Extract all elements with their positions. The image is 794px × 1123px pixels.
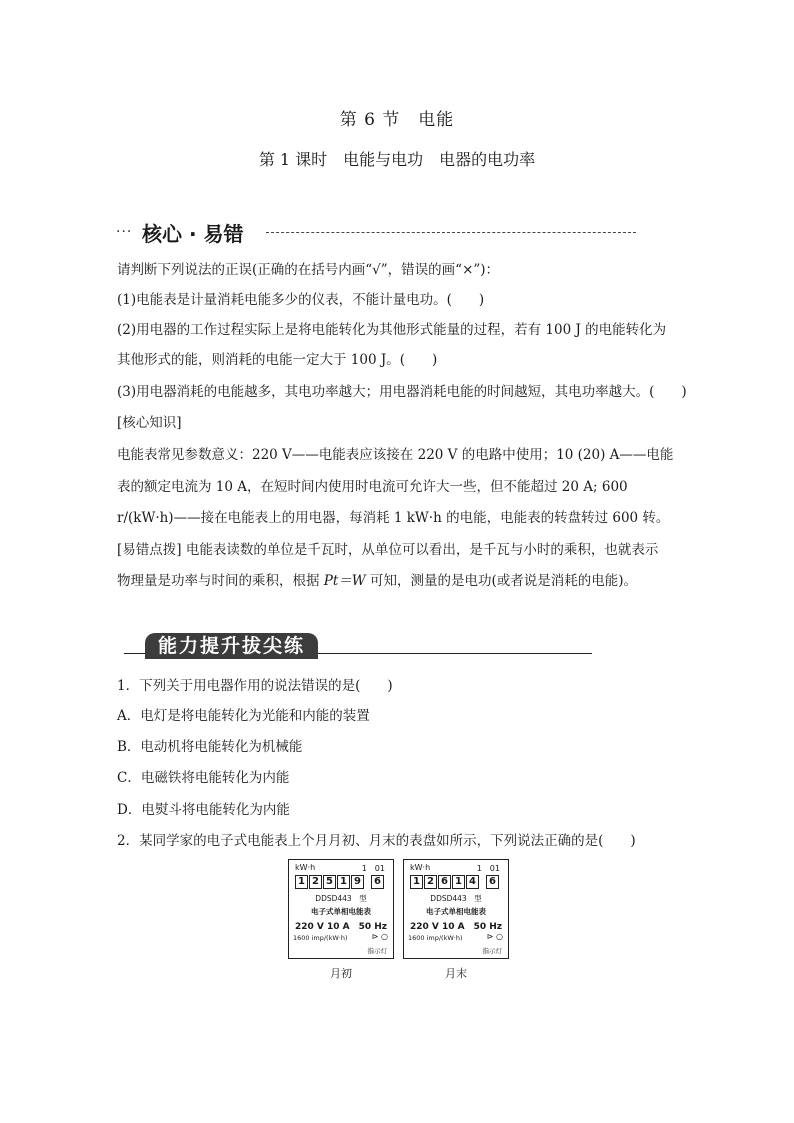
statement-3: (3)用电器消耗的电能越多，其电功率越大；用电器消耗电能的时间越短，其电功率越大。( ) — [117, 384, 687, 400]
meter-digit: 1 — [337, 875, 350, 889]
meter-end-of-month — [403, 859, 509, 959]
section-heading: 核心 · 易错 — [142, 222, 244, 246]
question-1-stem: 1．下列关于用电器作用的说法错误的是( ) — [117, 678, 393, 694]
knowledge-line-1: 电能表常见参数意义：220 V——电能表应该接在 220 V 的电路中使用；10 (20) A——电能 — [117, 447, 674, 463]
question-1-option-c: C．电磁铁将电能转化为内能 — [117, 770, 290, 786]
section-core-errors-header — [116, 218, 636, 244]
indicator-symbol-icon: ⊳ ○ — [486, 932, 503, 941]
knowledge-line-2: 表的额定电流为 10 A，在短时间内使用时电流可允许大一些，但不能超过 20 A; 600 — [117, 479, 628, 495]
statement-2-line-1: (2)用电器的工作过程实际上是将电能转化为其他形式能量的过程，若有 100 J 的电能转化为 — [117, 322, 667, 338]
meter-unit: kW·h — [410, 863, 431, 872]
meter-digit-decimal: 6 — [486, 875, 499, 889]
question-1-option-a: A．电灯是将电能转化为光能和内能的装置 — [117, 708, 370, 724]
knowledge-line-3: r/(kW·h)——接在电能表上的用电器，每消耗 1 kW·h 的电能，电能表的转盘转过 600 转。 — [117, 510, 670, 526]
meter-name: 电子式单相电能表 — [311, 907, 371, 916]
meter-model: DDSD443 型 — [315, 894, 367, 903]
tip-text-b: 可知，测量的是电功(或者说是消耗的电能)。 — [365, 573, 638, 589]
meter-name: 电子式单相电能表 — [426, 907, 486, 916]
meter-digit: 2 — [424, 875, 437, 889]
meter-digit: 4 — [466, 875, 479, 889]
tip-line-2 — [117, 571, 637, 591]
question-1-option-b: B．电动机将电能转化为机械能 — [117, 739, 303, 755]
section-ability-header — [124, 632, 592, 660]
statement-1: (1)电能表是计量消耗电能多少的仪表，不能计量电功。( ) — [117, 292, 485, 308]
meter-digit: 1 — [410, 875, 423, 889]
lesson-subtitle: 第 1 课时 电能与电功 电器的电功率 — [258, 150, 536, 169]
statement-2-line-2: 其他形式的能，则消耗的电能一定大于 100 J。( ) — [117, 352, 438, 368]
meter-lamp-label: 指示灯 — [482, 947, 502, 955]
meter-digit-decimal: 6 — [371, 875, 384, 889]
meter-caption-start: 月初 — [330, 967, 352, 980]
knowledge-tag: [核心知识] — [117, 415, 182, 431]
meter-model: DDSD443 型 — [430, 894, 482, 903]
tip-text-a: 物理量是功率与时间的乘积，根据 — [117, 573, 324, 589]
meter-digit: 6 — [438, 875, 451, 889]
tip-formula: Pt＝W — [323, 573, 366, 589]
meter-digit: 5 — [323, 875, 336, 889]
meter-digits — [410, 875, 500, 889]
lesson-title: 第 6 节 电能 — [339, 110, 455, 130]
section-lead-dots: ··· — [116, 224, 133, 240]
meter-digit: 9 — [351, 875, 364, 889]
meter-digit: 1 — [452, 875, 465, 889]
meter-spec: 220 V 10 A 50 Hz — [409, 922, 503, 932]
meter-digits — [295, 875, 385, 889]
tip-line-1: [易错点拨] 电能表读数的单位是千瓦时，从单位可以看出，是千瓦与小时的乘积，也就表示 — [117, 542, 659, 558]
instruction-text: 请判断下列说法的正误(正确的在括号内画“√”，错误的画“×”)： — [117, 262, 500, 278]
meter-imp: 1600 imp/(kW·h) — [408, 934, 463, 942]
meter-unit: kW·h — [295, 863, 316, 872]
question-1-option-d: D．电熨斗将电能转化为内能 — [117, 802, 290, 818]
meter-code: 1 01 — [361, 864, 385, 873]
meter-imp: 1600 imp/(kW·h) — [293, 934, 348, 942]
meter-caption-end: 月末 — [445, 967, 467, 980]
question-2-stem: 2．某同学家的电子式电能表上个月月初、月末的表盘如所示，下列说法正确的是( ) — [117, 833, 636, 849]
meter-start-of-month — [288, 859, 394, 959]
indicator-symbol-icon: ⊳ ○ — [371, 932, 388, 941]
dashed-divider — [266, 232, 636, 233]
meter-code: 1 01 — [476, 864, 500, 873]
meter-spec: 220 V 10 A 50 Hz — [294, 922, 388, 932]
meter-digit: 1 — [295, 875, 308, 889]
section-heading-tag: 能力提升拔尖练 — [145, 633, 318, 659]
meter-lamp-label: 指示灯 — [367, 947, 387, 955]
meter-digit: 2 — [309, 875, 322, 889]
